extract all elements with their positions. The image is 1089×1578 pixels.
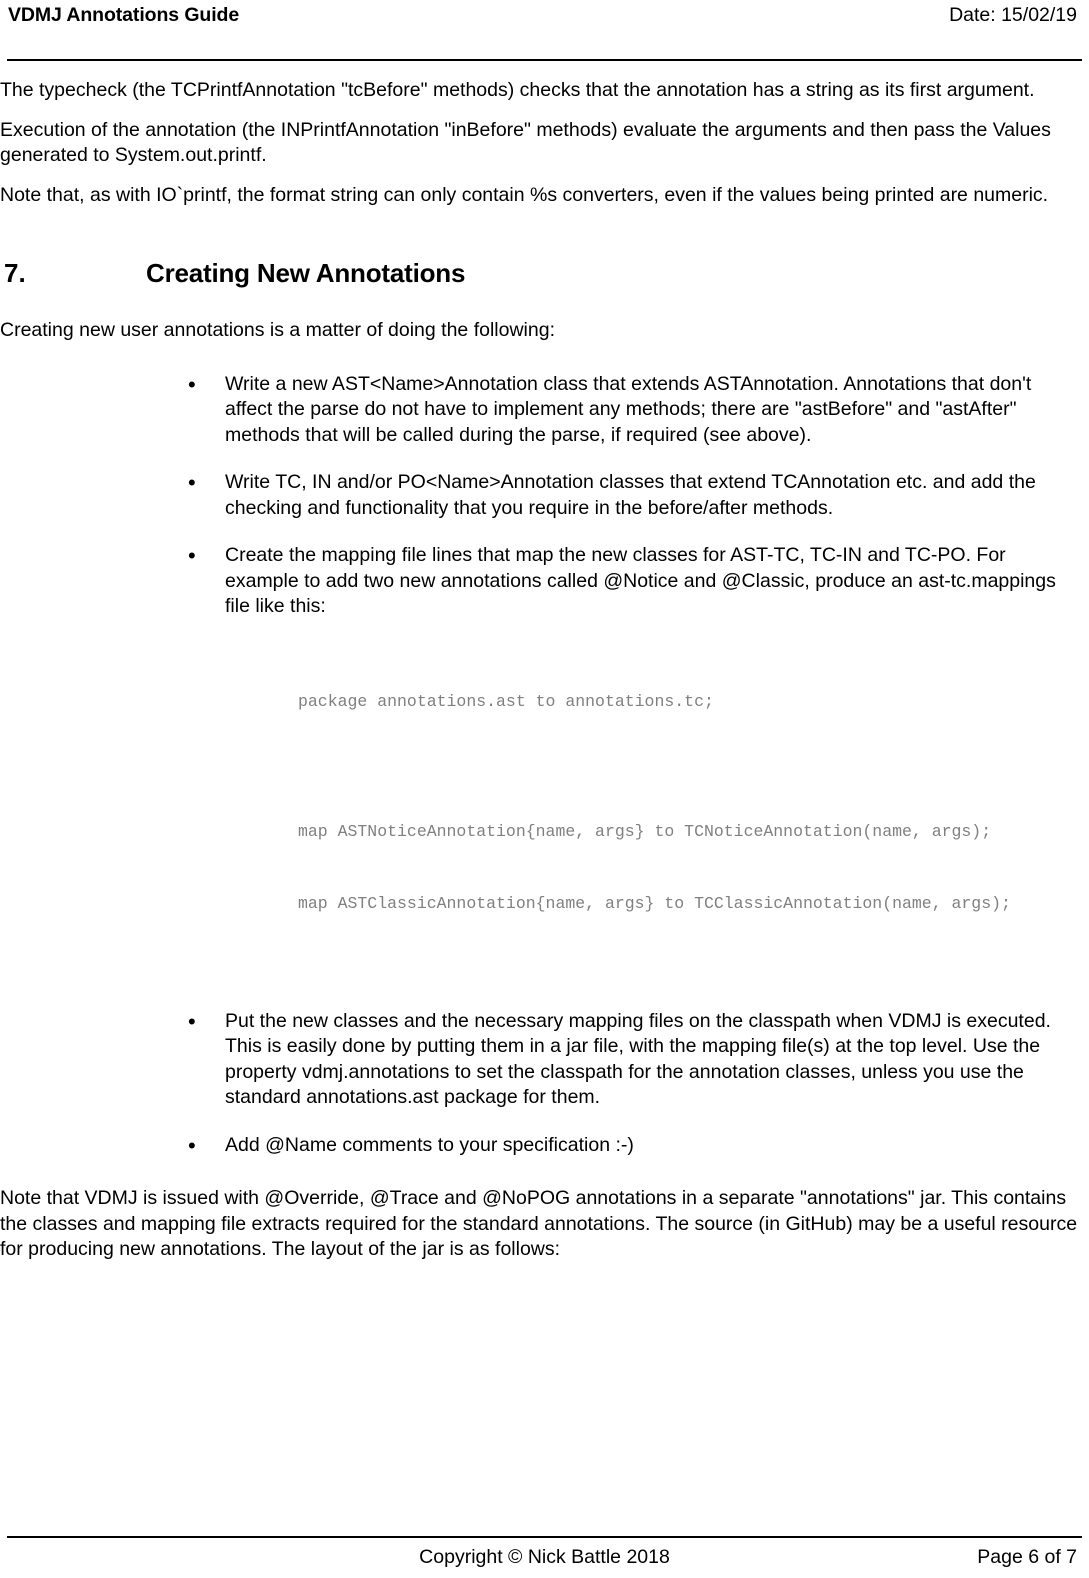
document-body xyxy=(0,60,1089,1263)
header-date: Date: 15/02/19 xyxy=(949,4,1077,26)
bullet-icon: • xyxy=(188,1008,196,1034)
list-item-text: Write a new AST<Name>Annotation class that extends ASTAnnotation. Annotations that don't affect the parse do not have to implement any methods; there are "astBefore" and "astAfter" methods that will be called during the parse, if required (see above). xyxy=(225,372,1032,446)
list-item-text: Add @Name comments to your specification :-) xyxy=(225,1133,634,1156)
page-header xyxy=(8,2,1081,32)
list-item xyxy=(188,543,1070,620)
paragraph-lead-in: Creating new user annotations is a matter of doing the following: xyxy=(0,319,555,341)
footer-copyright: Copyright © Nick Battle 2018 xyxy=(419,1546,670,1568)
code-block xyxy=(298,642,1089,964)
list-item xyxy=(188,1008,1070,1111)
page-footer xyxy=(8,1544,1081,1574)
paragraph-typecheck: The typecheck (the TCPrintfAnnotation "tcBefore" methods) checks that the annotation has a string as its first argument. xyxy=(0,79,1035,101)
footer-divider xyxy=(7,1536,1082,1538)
bullet-icon: • xyxy=(188,371,196,397)
list-item xyxy=(188,371,1070,449)
list-item-text: Create the mapping file lines that map the new classes for AST-TC, TC-IN and TC-PO. For example to add two new annotations called @Notice and @Classic, produce an ast-tc.mappings file like this: xyxy=(225,544,1056,617)
code-line-map-classic: map ASTClassicAnnotation{name, args} to TCClassicAnnotation(name, args); xyxy=(298,893,1011,913)
bullet-list-before-code xyxy=(0,372,1089,620)
bullet-icon: • xyxy=(188,470,196,495)
bullet-list-after-code xyxy=(0,1009,1089,1159)
bullet-icon: • xyxy=(188,543,196,568)
section-number: 7. xyxy=(4,258,26,288)
footer-page-number: Page 6 of 7 xyxy=(977,1546,1077,1568)
section-heading xyxy=(0,256,1089,296)
paragraph-closing: Note that VDMJ is issued with @Override, @Trace and @NoPOG annotations in a separate "annotations" jar. This contains the classes and mapping file extracts required for the standard annotations. The source (in GitHub) may be a useful resource for producing new annotations. The layout of the jar is as follows: xyxy=(0,1187,1078,1260)
list-item-text: Write TC, IN and/or PO<Name>Annotation classes that extend TCAnnotation etc. and add the checking and functionality that you require in the before/after methods. xyxy=(225,471,1036,519)
section-title: Creating New Annotations xyxy=(146,258,466,288)
list-item xyxy=(188,470,1070,521)
bullet-icon: • xyxy=(188,1132,196,1158)
code-line-package: package annotations.ast to annotations.tc; xyxy=(298,691,714,711)
list-item xyxy=(188,1132,1070,1159)
paragraph-note-printf: Note that, as with IO`printf, the format string can only contain %s converters, even if the values being printed are numeric. xyxy=(0,183,1049,206)
code-line-map-notice: map ASTNoticeAnnotation{name, args} to TCNoticeAnnotation(name, args); xyxy=(298,821,992,841)
paragraph-execution: Execution of the annotation (the INPrintfAnnotation "inBefore" methods) evaluate the arguments and then pass the Values generated to System.out.printf. xyxy=(0,118,1051,166)
list-item-text: Put the new classes and the necessary mapping files on the classpath when VDMJ is executed. This is easily done by putting them in a jar file, with the mapping file(s) at the top level. Use the property vdmj.annotations to set the classpath for the annotation classes, unless you use the standard annotations.ast package for them. xyxy=(225,1009,1051,1108)
header-title: VDMJ Annotations Guide xyxy=(8,4,240,26)
